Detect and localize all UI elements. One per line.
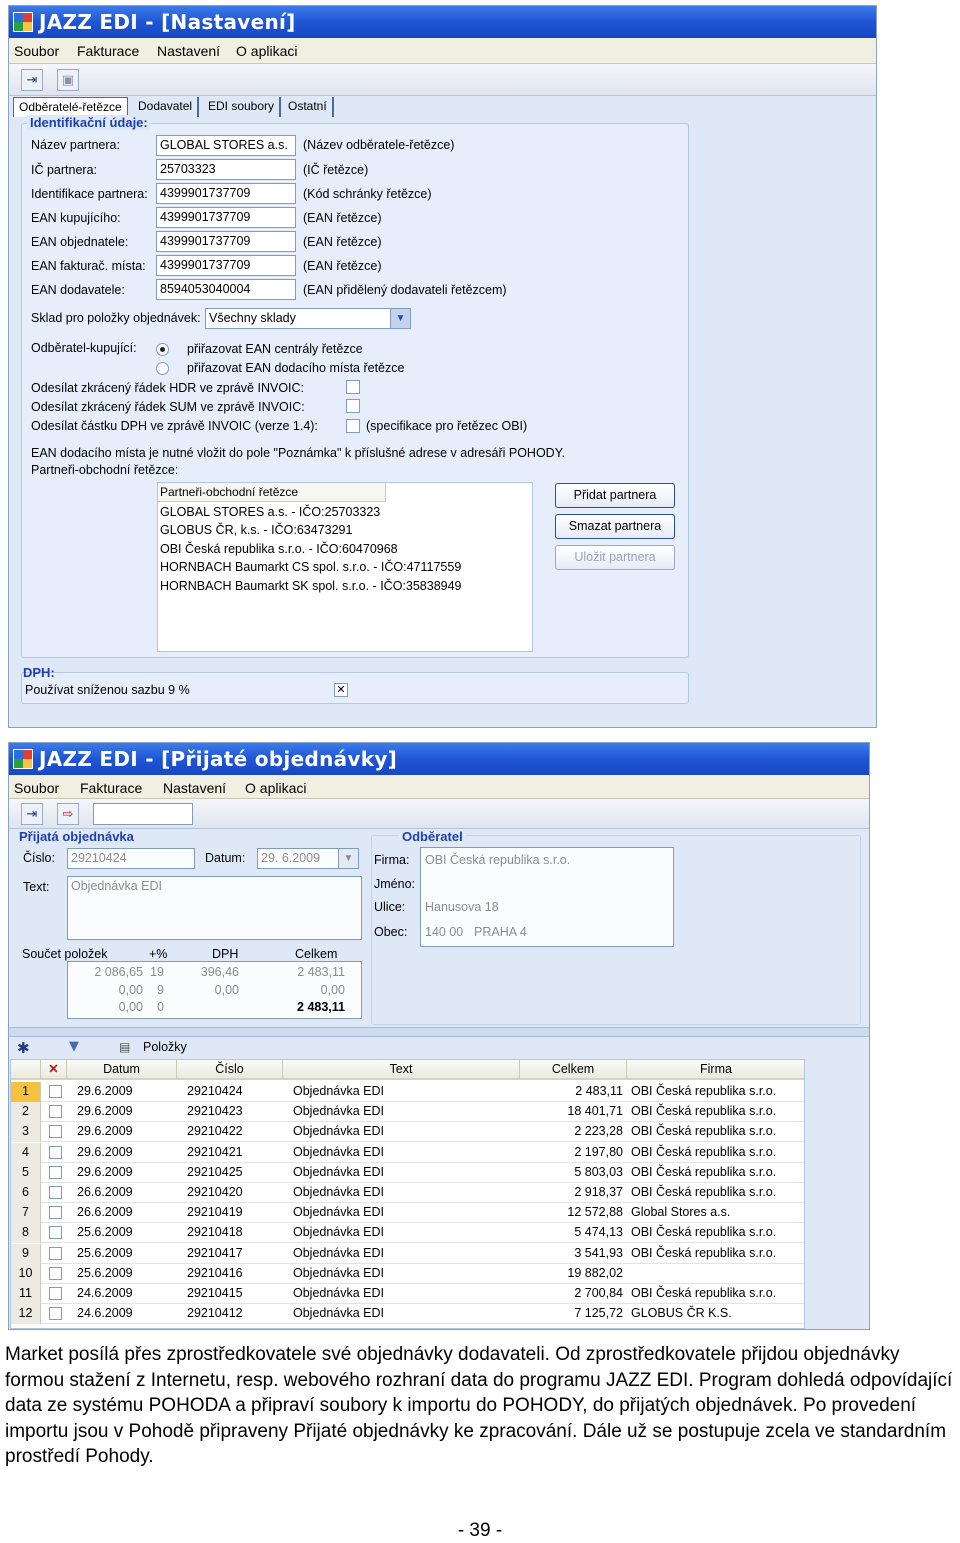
table-row[interactable] xyxy=(11,1143,805,1163)
table-row[interactable] xyxy=(11,1223,805,1243)
cell-datum: 24.6.2009 xyxy=(77,1286,133,1300)
app-icon xyxy=(13,12,33,32)
cell-firma: OBI Česká republika s.r.o. xyxy=(631,1286,777,1300)
sum-cell: 0,00 xyxy=(118,983,143,997)
order-number-field[interactable]: 29210424 xyxy=(67,848,195,869)
menu-nastaveni[interactable]: Nastavení xyxy=(163,780,227,796)
cell-datum: 25.6.2009 xyxy=(77,1265,133,1280)
cell-text: Objednávka EDI xyxy=(293,1164,385,1179)
cell-celkem: 7 125,72 xyxy=(574,1306,623,1321)
row-checkbox[interactable] xyxy=(49,1186,62,1199)
dph-checkbox[interactable]: ✕ xyxy=(334,683,348,697)
check-dph[interactable] xyxy=(346,419,360,433)
partners-list[interactable] xyxy=(157,482,533,652)
row-checkbox[interactable] xyxy=(49,1085,62,1098)
cell-text: Objednávka EDI xyxy=(293,1286,385,1300)
cell-firma xyxy=(631,1264,805,1284)
cell-text: Objednávka EDI xyxy=(293,1104,385,1119)
table-row[interactable] xyxy=(11,1264,805,1284)
radio-label: přiřazovat EAN centrály řetězce xyxy=(187,342,363,356)
table-row[interactable] xyxy=(11,1203,805,1223)
row-checkbox[interactable] xyxy=(49,1247,62,1260)
customer-city: PRAHA 4 xyxy=(474,925,527,939)
cell-cislo: 29210415 xyxy=(187,1286,243,1300)
cell-firma: OBI Česká republika s.r.o. xyxy=(631,1164,777,1179)
table-row[interactable] xyxy=(11,1183,805,1203)
chevron-down-icon[interactable]: ▼ xyxy=(338,849,358,868)
list-item[interactable]: GLOBUS ČR, k.s. - IČO:63473291 xyxy=(160,523,353,537)
row-checkbox[interactable] xyxy=(49,1267,62,1280)
cell-cislo: 29210421 xyxy=(187,1144,243,1159)
cell-cislo: 29210418 xyxy=(187,1225,243,1240)
check-dph-hint: (specifikace pro řetězec OBI) xyxy=(366,419,528,433)
row-index: 3 xyxy=(11,1122,41,1142)
sum-label: DPH xyxy=(212,947,239,961)
field-hint: (EAN řetězce) xyxy=(303,235,382,249)
row-index: 2 xyxy=(11,1102,41,1122)
row-checkbox[interactable] xyxy=(49,1287,62,1300)
table-row[interactable] xyxy=(11,1284,805,1304)
toolbar xyxy=(9,799,869,829)
field-label: EAN kupujícího: xyxy=(31,211,121,225)
sum-label: Celkem xyxy=(295,947,338,961)
toolbar xyxy=(9,64,876,96)
row-index: 12 xyxy=(11,1304,41,1324)
cell-firma: OBI Česká republika s.r.o. xyxy=(631,1185,777,1199)
sum-cell: 9 xyxy=(157,983,164,997)
row-checkbox[interactable] xyxy=(49,1206,62,1219)
row-checkbox[interactable] xyxy=(49,1166,62,1179)
cell-text: Objednávka EDI xyxy=(293,1265,385,1280)
cell-celkem: 12 572,88 xyxy=(567,1205,623,1220)
cell-datum: 29.6.2009 xyxy=(77,1164,133,1179)
cell-cislo: 29210423 xyxy=(187,1104,243,1119)
list-item[interactable]: HORNBACH Baumarkt SK spol. s.r.o. - IČO:35838949 xyxy=(160,579,462,593)
cell-celkem: 19 882,02 xyxy=(567,1265,623,1280)
table-row[interactable] xyxy=(11,1304,805,1324)
cell-datum: 26.6.2009 xyxy=(77,1185,133,1199)
partner-id-input[interactable]: 4399901737709 xyxy=(156,183,296,204)
field-label: EAN fakturač. místa: xyxy=(31,259,146,273)
cell-datum: 29.6.2009 xyxy=(77,1124,133,1139)
sum-cell: 0,00 xyxy=(118,1000,143,1014)
column-header-datum[interactable]: Datum xyxy=(67,1060,177,1080)
cell-cislo: 29210422 xyxy=(187,1124,243,1139)
row-index: 4 xyxy=(11,1143,41,1163)
ean-note: EAN dodacího místa je nutné vložit do pole "Poznámka" k příslušné adrese v adresáři POHODY. xyxy=(31,446,565,460)
dph-label: Používat sníženou sazbu 9 % xyxy=(25,683,190,697)
ean-invoice-input[interactable]: 4399901737709 xyxy=(156,255,296,276)
row-index: 9 xyxy=(11,1244,41,1264)
table-row[interactable] xyxy=(11,1082,805,1102)
tab-strip xyxy=(13,97,373,117)
column-header-celkem[interactable]: Celkem xyxy=(520,1060,627,1080)
ean-supplier-input[interactable]: 8594053040004 xyxy=(156,279,296,300)
radio-ean-delivery[interactable] xyxy=(156,362,169,375)
cell-celkem: 2 483,11 xyxy=(575,1084,623,1098)
cell-cislo: 29210419 xyxy=(187,1205,243,1220)
sklad-value: Všechny sklady xyxy=(209,311,296,325)
table-row[interactable] xyxy=(11,1102,805,1122)
app-icon xyxy=(13,749,33,769)
check-hdr-label: Odesílat zkrácený řádek HDR ve zprávě INVOIC: xyxy=(31,381,305,395)
cislo-label: Číslo: xyxy=(23,851,55,865)
caption-paragraph: Market posílá přes zprostředkovatele své objednávky dodavateli. Od zprostředkovatele přijdou objednávky formou stažení z Internetu, resp. webového rozhraní data do programu JAZZ EDI. Program dohledá odpovídající data ze systému POHODA a připraví soubory k importu do POHODY, do přijatých objednávek. Po provedení importu jsou v Pohodě připraveny Přijaté objednávky ke zpracování. Dále už se postupuje zcela ve standardním prostředí Pohody. xyxy=(5,1344,953,1467)
add-partner-button[interactable]: Přidat partnera xyxy=(555,483,675,508)
sum-cell: 0,00 xyxy=(214,983,239,997)
row-index: 5 xyxy=(11,1163,41,1183)
cell-datum: 29.6.2009 xyxy=(77,1084,133,1098)
cell-text: Objednávka EDI xyxy=(293,1124,385,1139)
cell-firma: GLOBUS ČR K.S. xyxy=(631,1306,732,1321)
splitter[interactable] xyxy=(9,1027,869,1037)
cell-celkem: 2 918,37 xyxy=(574,1185,623,1199)
save-partner-button[interactable]: Uložit partnera xyxy=(555,545,675,570)
sum-cell: 2 086,65 xyxy=(94,965,143,979)
cell-text: Objednávka EDI xyxy=(293,1205,385,1220)
order-title: Přijatá objednávka xyxy=(19,829,134,844)
customer-title: Odběratel xyxy=(399,829,466,844)
cell-celkem: 5 474,13 xyxy=(574,1225,623,1240)
row-index: 10 xyxy=(11,1264,41,1284)
partner-name-input[interactable]: GLOBAL STORES a.s. xyxy=(156,135,296,156)
close-icon[interactable]: ✕ xyxy=(41,1060,67,1080)
ean-buyer-input[interactable]: 4399901737709 xyxy=(156,207,296,228)
star-icon[interactable]: ✱ xyxy=(17,1039,30,1057)
ean-orderer-input[interactable]: 4399901737709 xyxy=(156,231,296,252)
table-row[interactable] xyxy=(11,1122,805,1142)
radio-ean-central[interactable] xyxy=(156,343,169,356)
chevron-down-icon[interactable]: ▼ xyxy=(390,309,410,328)
save-icon[interactable]: ▣ xyxy=(57,69,79,91)
sum-cell: 19 xyxy=(150,965,164,979)
sum-label: Součet položek xyxy=(22,947,108,961)
filter-icon[interactable]: ▼ xyxy=(69,1039,79,1054)
table-row[interactable] xyxy=(11,1163,805,1183)
tab-polozky[interactable]: Položky xyxy=(143,1040,187,1054)
customer-firma: OBI Česká republika s.r.o. xyxy=(425,853,571,867)
field-label: EAN dodavatele: xyxy=(31,283,125,297)
cell-firma: OBI Česká republika s.r.o. xyxy=(631,1245,777,1260)
cell-celkem: 18 401,71 xyxy=(567,1104,623,1119)
tab-edi-soubory[interactable]: EDI soubory xyxy=(203,97,281,117)
cell-text: Objednávka EDI xyxy=(293,1225,385,1240)
cell-text: Objednávka EDI xyxy=(293,1185,385,1199)
cell-cislo: 29210424 xyxy=(187,1084,243,1098)
sklad-select[interactable] xyxy=(205,308,411,329)
cell-firma: OBI Česká republika s.r.o. xyxy=(631,1124,777,1139)
order-text-field[interactable]: Objednávka EDI xyxy=(67,876,362,940)
cell-datum: 25.6.2009 xyxy=(77,1245,133,1260)
firma-label: Firma: xyxy=(374,853,410,867)
window-title: JAZZ EDI - [Přijaté objednávky] xyxy=(39,747,398,771)
tab-dodavatel[interactable]: Dodavatel xyxy=(133,97,199,117)
toolbar-input[interactable] xyxy=(93,803,193,825)
field-label: IČ partnera: xyxy=(31,163,98,177)
cell-cislo: 29210420 xyxy=(187,1185,243,1199)
text-label: Text: xyxy=(23,880,50,894)
import-icon[interactable]: ⇨ xyxy=(57,803,79,825)
customer-street: Hanusova 18 xyxy=(425,900,499,914)
cell-firma: OBI Česká republika s.r.o. xyxy=(631,1104,777,1119)
check-sum[interactable] xyxy=(346,399,360,413)
cell-cislo: 29210425 xyxy=(187,1164,243,1179)
datum-label: Datum: xyxy=(205,851,246,865)
tab-odberatele[interactable]: Odběratelé-řetězce xyxy=(13,97,128,117)
odberatel-label: Odběratel-kupující: xyxy=(31,341,137,355)
sum-cell: 2 483,11 xyxy=(297,965,345,979)
cell-firma: OBI Česká republika s.r.o. xyxy=(631,1144,777,1159)
menu-fakturace[interactable]: Fakturace xyxy=(80,780,143,796)
cell-text: Objednávka EDI xyxy=(293,1144,385,1159)
field-hint: (EAN přidělený dodavateli řetězcem) xyxy=(303,283,507,297)
sum-cell: 0,00 xyxy=(320,983,345,997)
cell-celkem: 2 197,80 xyxy=(574,1144,623,1159)
cell-firma: OBI Česká republika s.r.o. xyxy=(631,1225,777,1240)
column-header-text[interactable]: Text xyxy=(283,1060,520,1080)
row-index: 6 xyxy=(11,1183,41,1203)
exit-icon[interactable]: ⇥ xyxy=(21,803,43,825)
jmeno-label: Jméno: xyxy=(374,877,415,891)
partner-ic-input[interactable]: 25703323 xyxy=(156,159,296,180)
list-icon: ▤ xyxy=(119,1040,131,1054)
cell-firma: OBI Česká republika s.r.o. xyxy=(631,1084,777,1098)
cell-text: Objednávka EDI xyxy=(293,1306,385,1321)
ulice-label: Ulice: xyxy=(374,900,406,914)
cell-cislo: 29210416 xyxy=(187,1265,243,1280)
cell-text: Objednávka EDI xyxy=(293,1084,385,1098)
row-index: 1 xyxy=(11,1082,41,1102)
title-bar[interactable] xyxy=(9,6,876,38)
cell-datum: 24.6.2009 xyxy=(77,1306,133,1321)
field-hint: (EAN řetězce) xyxy=(303,259,382,273)
tab-ostatni[interactable]: Ostatní xyxy=(283,97,334,117)
cell-datum: 29.6.2009 xyxy=(77,1104,133,1119)
sum-label: +% xyxy=(149,947,168,961)
cell-celkem: 5 803,03 xyxy=(574,1164,623,1179)
orders-grid[interactable] xyxy=(10,1059,805,1329)
column-header-index xyxy=(11,1060,41,1080)
field-label: EAN objednatele: xyxy=(31,235,129,249)
menu-fakturace[interactable]: Fakturace xyxy=(77,43,140,59)
order-date-field[interactable] xyxy=(257,848,359,869)
cell-cislo: 29210417 xyxy=(187,1245,243,1260)
cell-firma: Global Stores a.s. xyxy=(631,1205,731,1220)
list-item[interactable]: HORNBACH Baumarkt CS spol. s.r.o. - IČO:47117559 xyxy=(160,560,462,574)
title-bar[interactable] xyxy=(9,743,869,775)
cell-celkem: 3 541,93 xyxy=(574,1245,623,1260)
check-dph-label: Odesílat částku DPH ve zprávě INVOIC (verze 1.4): xyxy=(31,419,318,433)
table-row[interactable] xyxy=(11,1244,805,1264)
menu-o-aplikaci[interactable]: O aplikaci xyxy=(236,43,298,59)
cell-text: Objednávka EDI xyxy=(293,1245,385,1260)
row-index: 8 xyxy=(11,1223,41,1243)
check-sum-label: Odesílat zkrácený řádek SUM ve zprávě INVOIC: xyxy=(31,400,305,414)
field-label: Identifikace partnera: xyxy=(31,187,148,201)
partners-label: Partneři-obchodní řetězce: xyxy=(31,463,179,477)
menu-soubor[interactable]: Soubor xyxy=(14,780,60,796)
page-number: - 39 - xyxy=(457,1520,503,1541)
window-title: JAZZ EDI - [Nastavení] xyxy=(39,10,296,34)
grid-toolbar xyxy=(9,1037,869,1061)
field-label: Název partnera: xyxy=(31,138,120,152)
list-header: Partneři-obchodní řetězce xyxy=(158,483,386,502)
sum-cell: 0 xyxy=(157,1000,164,1014)
row-checkbox[interactable] xyxy=(49,1146,62,1159)
customer-zip: 140 00 xyxy=(425,925,464,939)
list-item[interactable]: OBI Česká republika s.r.o. - IČO:60470968 xyxy=(160,542,398,556)
obec-label: Obec: xyxy=(374,925,408,939)
list-item[interactable]: GLOBAL STORES a.s. - IČO:25703323 xyxy=(160,505,381,519)
sum-cell: 396,46 xyxy=(200,965,239,979)
cell-celkem: 2 700,84 xyxy=(574,1286,623,1300)
row-checkbox[interactable] xyxy=(49,1125,62,1138)
group-title: Identifikační údaje: xyxy=(27,115,151,130)
field-hint: (Kód schránky řetězce) xyxy=(303,187,432,201)
delete-partner-button[interactable]: Smazat partnera xyxy=(555,514,675,539)
menu-bar xyxy=(9,38,876,64)
sum-total: 2 483,11 xyxy=(297,1000,345,1014)
column-header-firma[interactable]: Firma xyxy=(627,1060,805,1080)
cell-cislo: 29210412 xyxy=(187,1306,243,1321)
cell-datum: 29.6.2009 xyxy=(77,1144,133,1159)
cell-datum: 26.6.2009 xyxy=(77,1205,133,1220)
cell-celkem: 2 223,28 xyxy=(574,1124,623,1139)
menu-bar xyxy=(9,775,869,799)
column-header-cislo[interactable]: Číslo xyxy=(177,1060,283,1080)
row-index: 7 xyxy=(11,1203,41,1223)
row-checkbox[interactable] xyxy=(49,1307,62,1320)
field-hint: (EAN řetězce) xyxy=(303,211,382,225)
menu-nastaveni[interactable]: Nastavení xyxy=(157,43,221,59)
dph-title: DPH: xyxy=(23,665,55,680)
exit-icon[interactable]: ⇥ xyxy=(21,69,43,91)
row-checkbox[interactable] xyxy=(49,1105,62,1118)
settings-window xyxy=(8,5,877,728)
field-hint: (IČ řetězce) xyxy=(303,163,369,177)
menu-soubor[interactable]: Soubor xyxy=(14,43,60,59)
field-hint: (Název odběratele-řetězce) xyxy=(303,138,455,152)
order-date-value: 29. 6.2009 xyxy=(261,851,321,865)
sklad-label: Sklad pro položky objednávek: xyxy=(31,311,201,325)
cell-datum: 25.6.2009 xyxy=(77,1225,133,1240)
row-checkbox[interactable] xyxy=(49,1226,62,1239)
menu-o-aplikaci[interactable]: O aplikaci xyxy=(245,780,307,796)
row-index: 11 xyxy=(11,1284,41,1304)
check-hdr[interactable] xyxy=(346,380,360,394)
radio-label: přiřazovat EAN dodacího místa řetězce xyxy=(187,361,405,375)
